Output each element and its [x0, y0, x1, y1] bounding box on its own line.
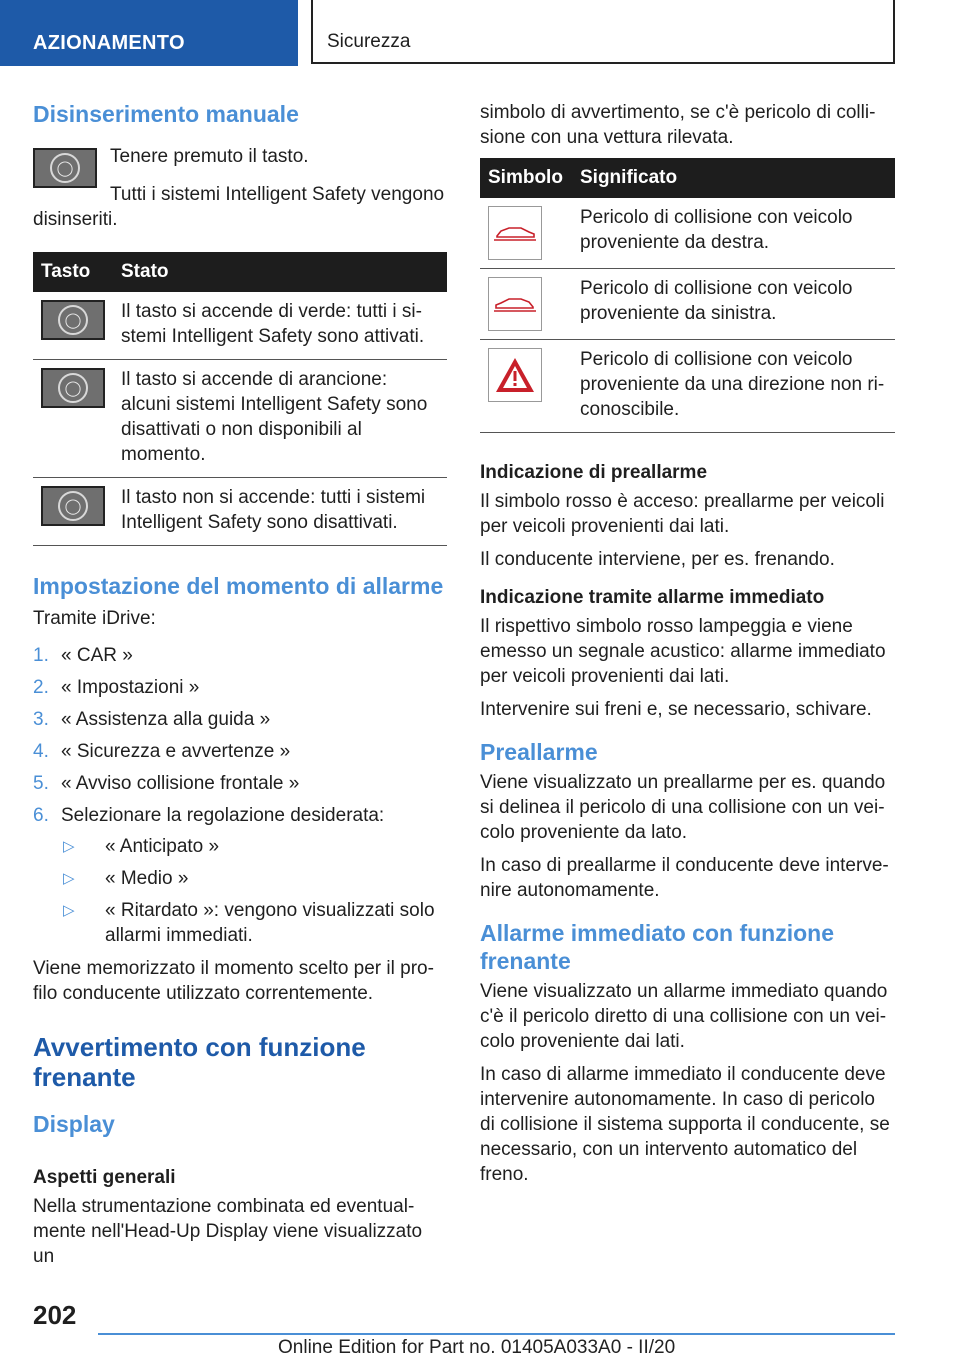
manual-disable-step: Tenere premuto il tasto.: [110, 146, 309, 167]
status-text: Il tasto si accende di verde: tutti i sistemi Intelligent Safety sono attivati.: [113, 292, 447, 360]
general-text: Nella strumentazione combinata ed eventualmente nell'Head-Up Display viene visualizzato un: [33, 1196, 423, 1267]
acute-brake-text: Viene visualizzato un allarme immediato quando c'è il pericolo diretto di una collisione con un veicolo proveniente dai lati.: [480, 981, 888, 1052]
chapter-title: Sicurezza: [311, 0, 895, 64]
table-row: [33, 292, 447, 360]
table-row: [33, 478, 447, 546]
continued-text: simbolo di avvertimento, se c'è pericolo di collisione con una vettura rilevata.: [480, 102, 876, 148]
left-column: [33, 100, 447, 1277]
table-header-symbol: Simbolo: [480, 158, 572, 198]
safety-button-off-icon: ◯: [41, 486, 105, 526]
meaning-text: Pericolo di collisione con veicolo proveniente da sinistra.: [572, 269, 895, 340]
status-text: Il tasto non si accende: tutti i sistemi Intelligent Safety sono disattivati.: [113, 478, 447, 546]
table-row: [480, 269, 895, 340]
display-heading: Display: [33, 1111, 115, 1137]
idrive-steps: [33, 643, 447, 948]
list-item: 2. « Impostazioni »: [33, 677, 200, 698]
timing-options: [33, 834, 447, 948]
list-item: 6. Selezionare la regolazione desiderata: ▷ « Anticipato » ▷ « Medio » ▷ « Ritardato »: vengono visualizzati solo allarmi immediati.: [33, 803, 447, 948]
table-header-key: Tasto: [33, 252, 113, 292]
prewarning-text: Viene visualizzato un preallarme per es. quando si delinea il pericolo di una collisione con un veicolo proveniente da lato.: [480, 772, 886, 843]
car-right-icon: [488, 206, 542, 260]
safety-button-orange-icon: ◯: [41, 368, 105, 408]
safety-button-green-icon: ◯: [41, 300, 105, 340]
acute-indicator-action: Intervenire sui freni e, se necessario, schivare.: [480, 699, 872, 720]
status-text: Il tasto si accende di arancione: alcuni sistemi Intelligent Safety sono disattivati o non disponibili al momento.: [113, 360, 447, 478]
table-header-meaning: Significato: [572, 158, 895, 198]
general-heading: Aspetti generali: [33, 1167, 176, 1188]
table-row: [480, 340, 895, 433]
prewarning-heading: Preallarme: [480, 739, 598, 765]
acute-brake-heading: Allarme immediato con funzione frenante: [480, 920, 834, 974]
list-item: 5. « Avviso collisione frontale »: [33, 773, 300, 794]
acute-brake-note: In caso di allarme immediato il conducente deve intervenire autonomamente. In caso di pericolo di collisione il sistema supporta il conducente, se necessario, con un intervento automatico del freno.: [480, 1064, 890, 1185]
table-row: [33, 360, 447, 478]
warning-timing-heading: Impostazione del momento di allarme: [33, 573, 444, 599]
meaning-text: Pericolo di collisione con veicolo proveniente da una direzione non riconoscibile.: [572, 340, 895, 433]
symbol-meaning-table: [480, 158, 895, 433]
list-item: ▷ « Anticipato »: [63, 836, 220, 857]
prewarning-indicator-heading: Indicazione di preallarme: [480, 462, 708, 483]
manual-disable-result: Tutti i sistemi Intelligent Safety vengono disinseriti.: [33, 184, 445, 230]
table-row: [480, 198, 895, 269]
list-item: 1. « CAR »: [33, 645, 133, 666]
prewarning-indicator-action: Il conducente interviene, per es. frenando.: [480, 549, 835, 570]
edition-text: Online Edition for Part no. 01405A033A0 - II/20: [278, 1337, 676, 1358]
prewarning-note: In caso di preallarme il conducente deve intervenire autonomamente.: [480, 855, 889, 901]
prewarning-indicator-text: Il simbolo rosso è acceso: preallarme per veicoli per veicoli provenienti dai lati.: [480, 491, 885, 537]
meaning-text: Pericolo di collisione con veicolo proveniente da destra.: [572, 198, 895, 269]
triangle-bullet-icon: ▷: [63, 838, 75, 855]
acute-indicator-heading: Indicazione tramite allarme immediato: [480, 587, 825, 608]
acute-indicator-text: Il rispettivo simbolo rosso lampeggia e viene emesso un segnale acustico: allarme immediato per veicoli provenienti dai lati.: [480, 616, 886, 687]
button-status-table: [33, 252, 447, 546]
manual-disable-heading: Disinserimento manuale: [33, 101, 299, 127]
timing-intro: Tramite iDrive:: [33, 608, 156, 629]
triangle-bullet-icon: ▷: [63, 902, 75, 919]
brake-warning-heading: Avvertimento con funzione frenante: [33, 1032, 366, 1092]
safety-button-icon: ◯: [33, 148, 97, 188]
warning-triangle-icon: [488, 348, 542, 402]
car-left-icon: [488, 277, 542, 331]
footer-divider: [98, 1333, 895, 1335]
triangle-bullet-icon: ▷: [63, 870, 75, 887]
page-number: 202: [33, 1300, 77, 1330]
list-item: ▷ « Ritardato »: vengono visualizzati solo allarmi immediati.: [63, 900, 435, 946]
list-item: 3. « Assistenza alla guida »: [33, 709, 271, 730]
table-header-status: Stato: [113, 252, 447, 292]
list-item: ▷ « Medio »: [63, 868, 189, 889]
right-column: [480, 100, 895, 1195]
section-tab: AZIONAMENTO: [0, 0, 298, 66]
timing-note: Viene memorizzato il momento scelto per il profilo conducente utilizzato correntemente.: [33, 958, 434, 1004]
list-item: 4. « Sicurezza e avvertenze »: [33, 741, 291, 762]
